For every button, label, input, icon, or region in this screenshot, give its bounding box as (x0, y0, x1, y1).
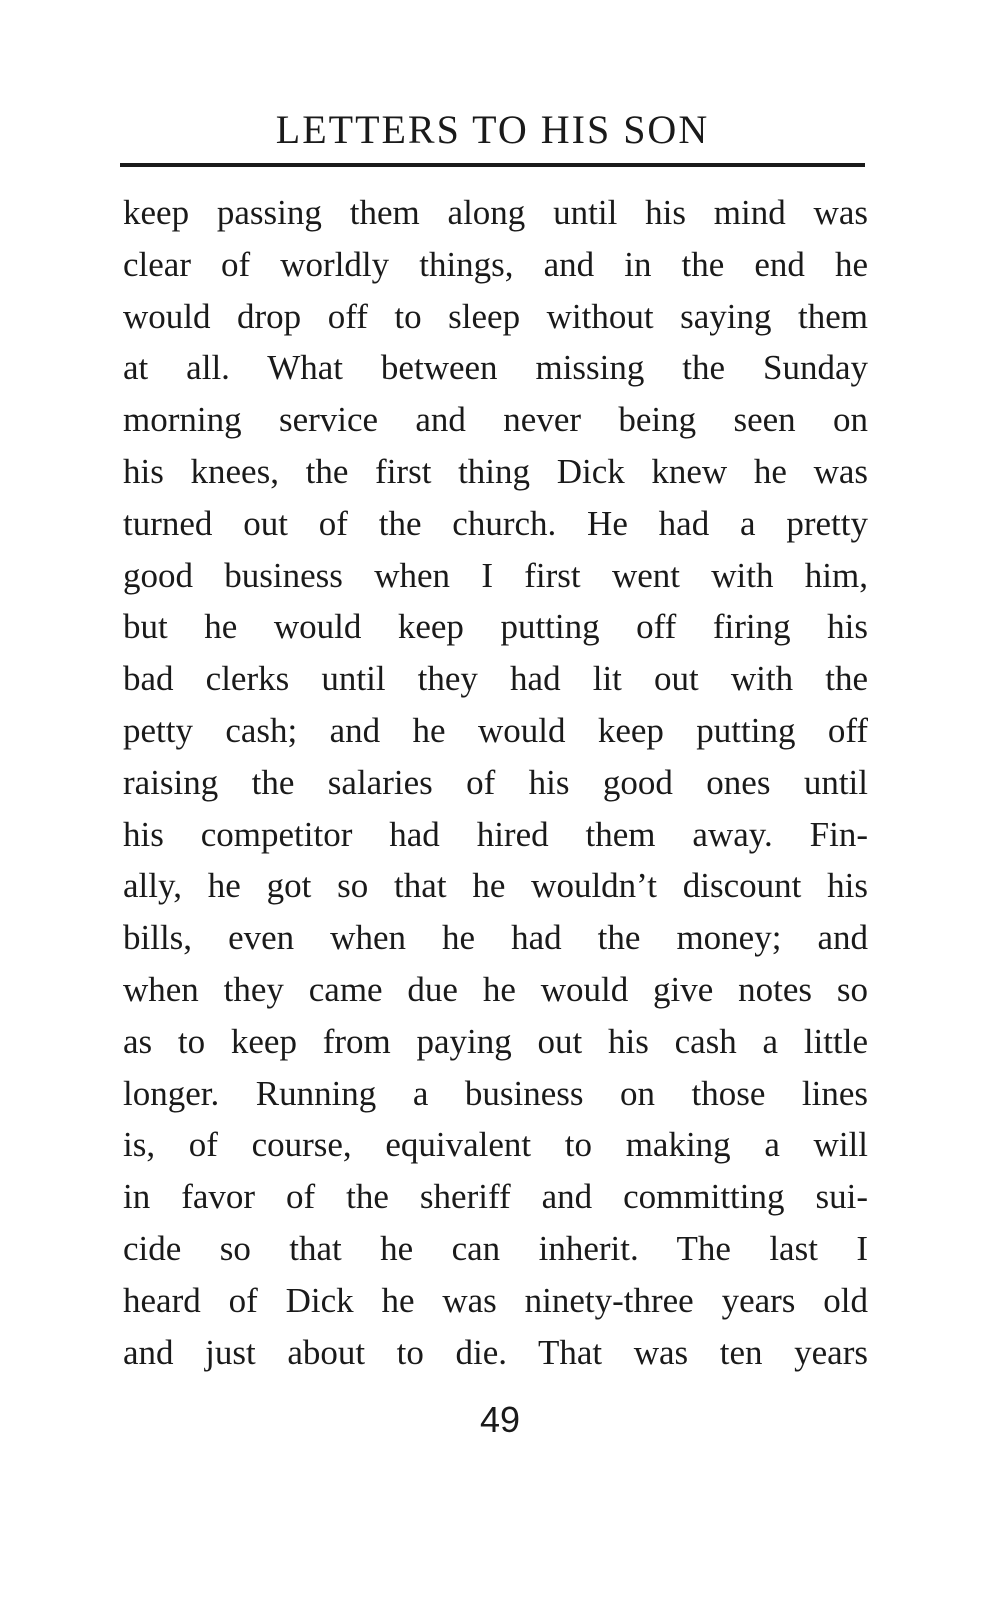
text-line: his competitor had hired them away. Fin- (123, 814, 868, 854)
header-rule (120, 163, 865, 167)
text-line: petty cash; and he would keep putting off (123, 710, 868, 750)
page-number: 49 (479, 1399, 521, 1440)
text-line: bad clerks until they had lit out with the (123, 659, 868, 699)
text-line: keep passing them along until his mind was (123, 193, 868, 232)
text-line: as to keep from paying out his cash a little (123, 1021, 868, 1061)
text-line: raising the salaries of his good ones until (123, 762, 868, 802)
text-line: bills, even when he had the money; and (123, 918, 868, 958)
text-line: turned out of the church. He had a pretty (123, 503, 868, 543)
text-line: heard of Dick he was ninety-three years old (123, 1280, 868, 1320)
text-line: ally, he got so that he wouldn’t discount his (123, 866, 868, 906)
text-line: but he would keep putting off firing his (123, 607, 868, 647)
text-line: when they came due he would give notes so (123, 969, 868, 1009)
text-line: clear of worldly things, and in the end he (123, 244, 868, 284)
text-line: longer. Running a business on those lines (123, 1073, 868, 1113)
text-line: and just about to die. That was ten years (123, 1332, 868, 1372)
text-line: good business when I first went with him, (123, 555, 868, 595)
running-head: LETTERS TO HIS SON (275, 107, 710, 152)
text-line: would drop off to sleep without saying them (123, 296, 868, 336)
text-line: morning service and never being seen on (123, 400, 868, 440)
text-line: his knees, the first thing Dick knew he was (123, 451, 868, 491)
text-line: at all. What between missing the Sunday (123, 348, 868, 388)
body-text (123, 187, 868, 1378)
text-line: in favor of the sheriff and committing sui- (123, 1177, 868, 1217)
text-line: cide so that he can inherit. The last I (123, 1228, 868, 1268)
text-line: is, of course, equivalent to making a will (123, 1125, 868, 1165)
